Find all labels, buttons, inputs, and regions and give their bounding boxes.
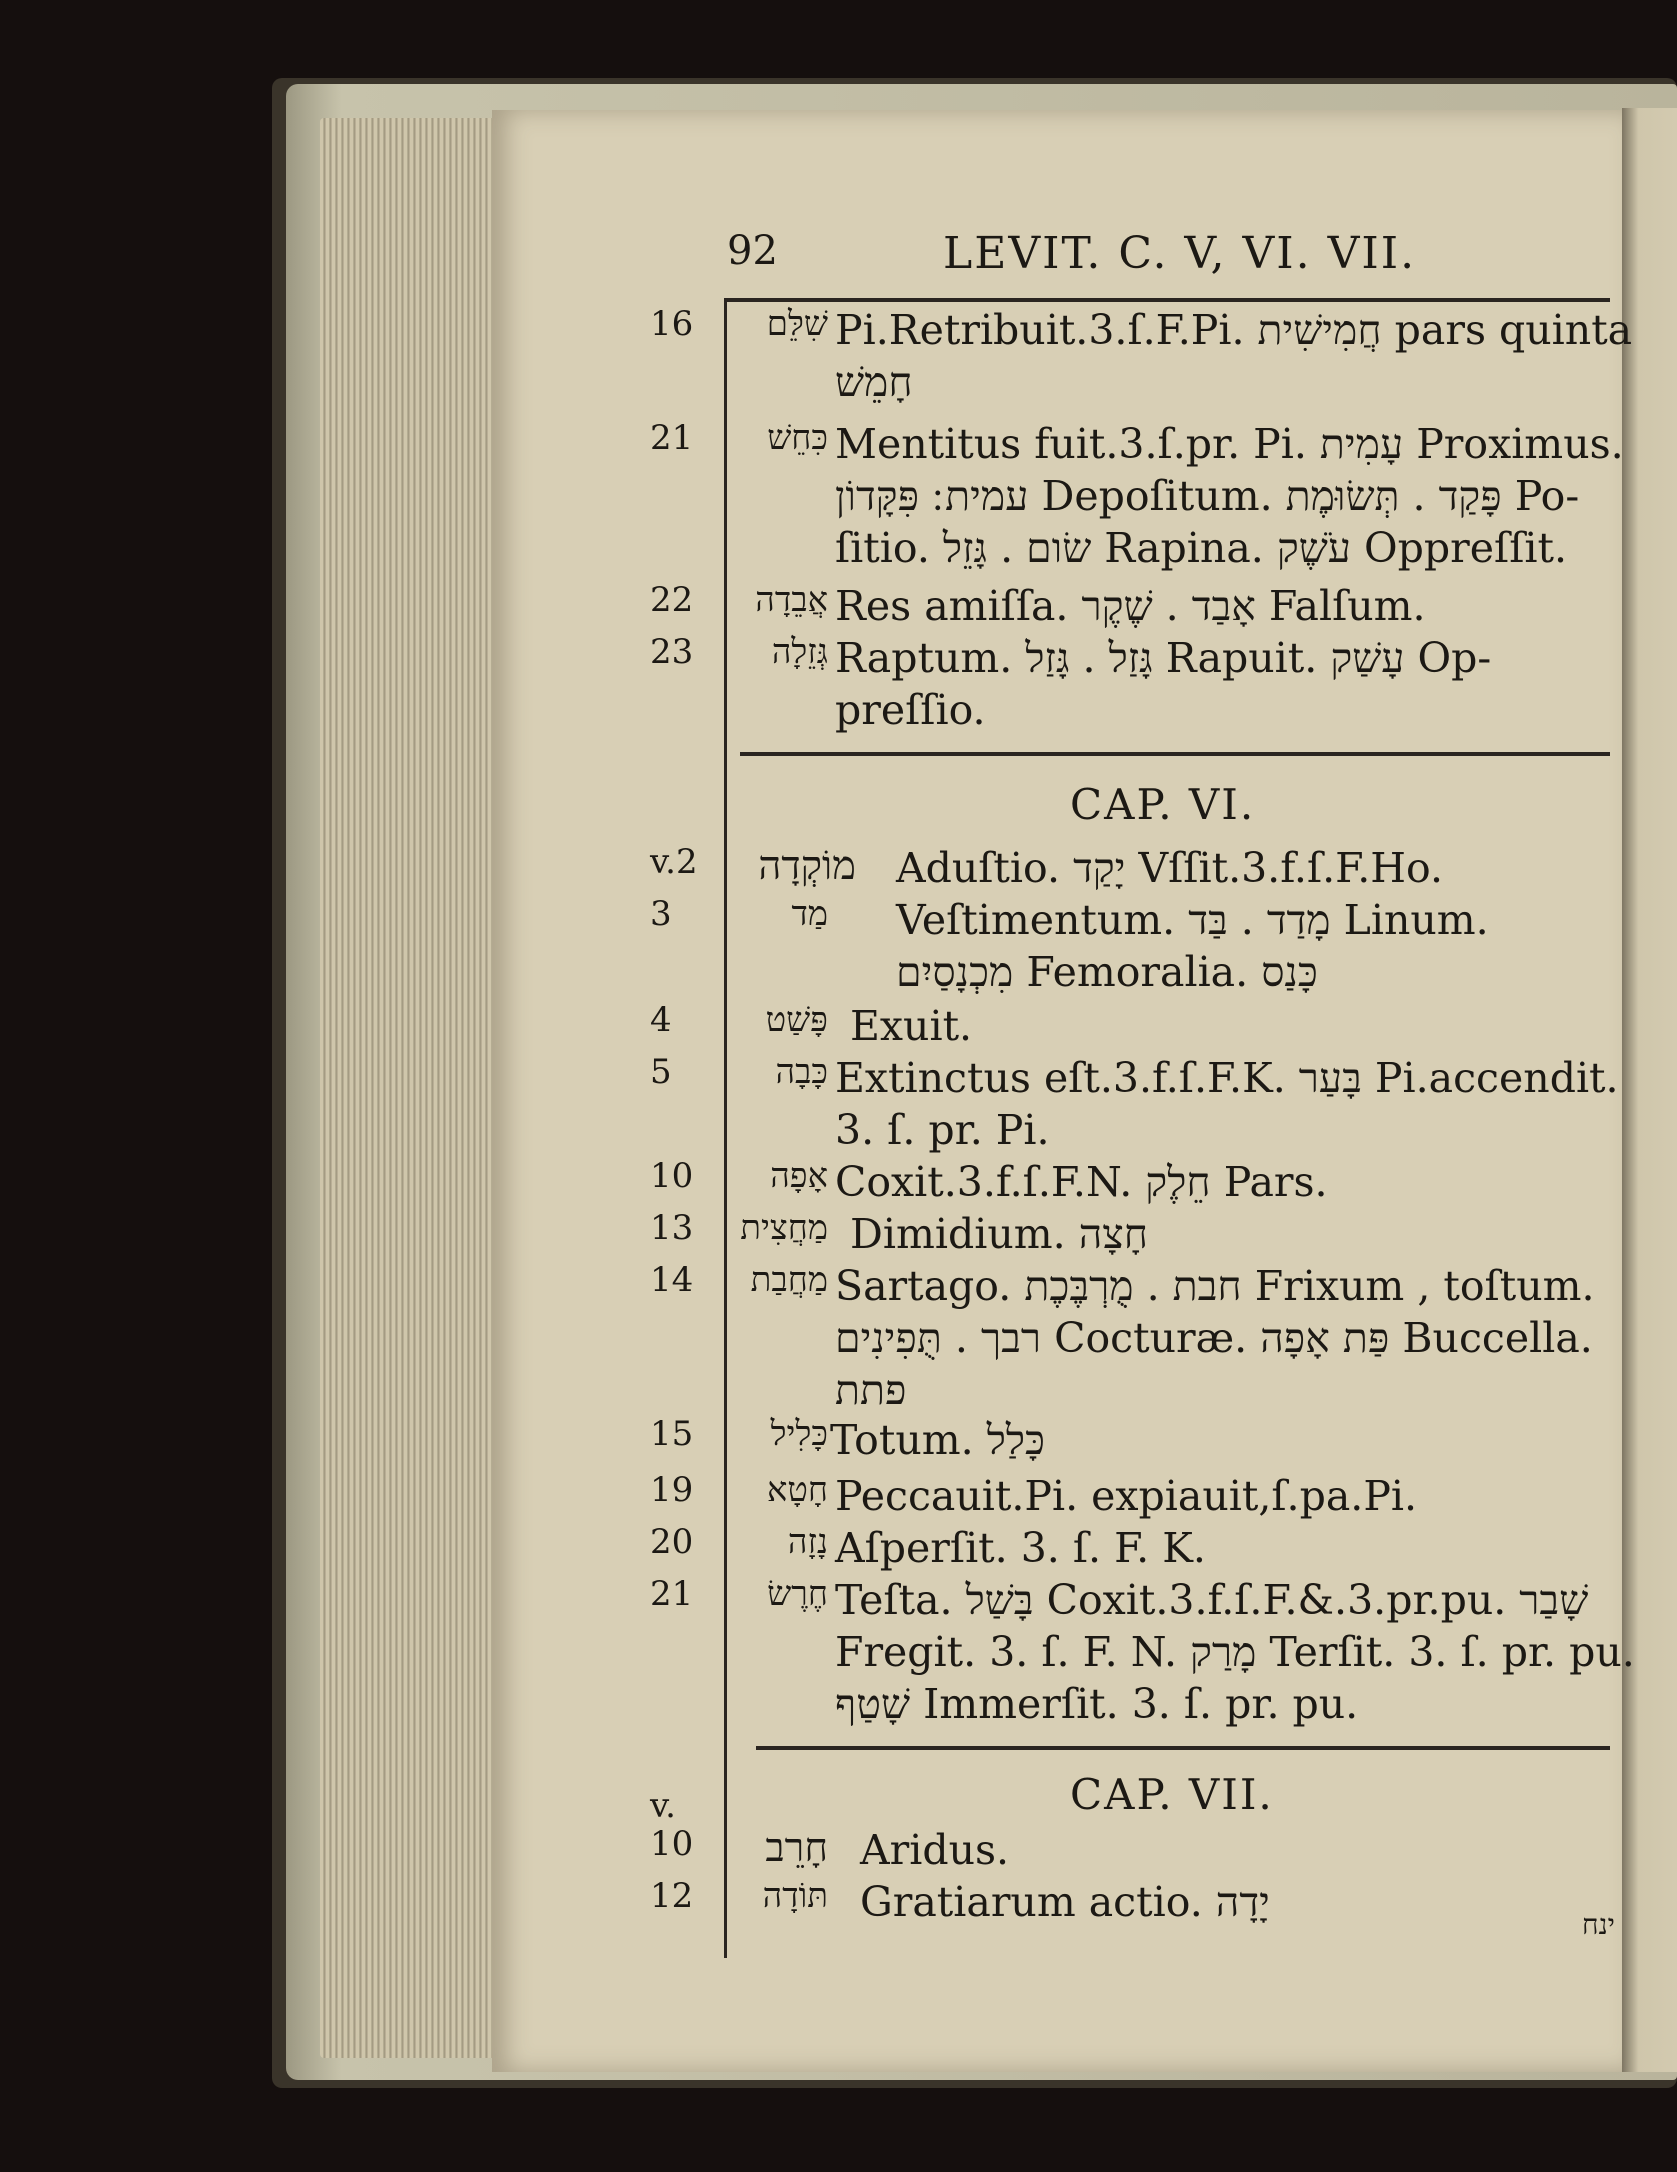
entry-text (835, 580, 1635, 632)
entry-text (835, 1470, 1635, 1522)
entry-text (860, 1876, 1660, 1928)
catchword: ינח (1582, 1908, 1616, 1941)
entry-line: מִכְנָסַיִם Femoralia. כָּנַס (896, 948, 1318, 996)
entry-line: Res amiſſa. אָבַד . שֶׁקֶר Falſum. (835, 582, 1426, 630)
entry-text (860, 1824, 1660, 1876)
entry-text (835, 1052, 1635, 1156)
entry-line: Aſperſit. 3. ſ. F. K. (835, 1524, 1206, 1572)
chapter-rule (756, 1746, 1610, 1750)
entry-line: 3. ſ. pr. Pi. (835, 1106, 1050, 1154)
verse-number: 10 (650, 1824, 694, 1864)
hebrew-headword: פָּשַׁט (765, 1000, 828, 1040)
verse-number: 16 (650, 304, 694, 344)
entry-line: Aridus. (860, 1826, 1010, 1874)
entry-text (835, 632, 1635, 736)
entry-line: עמית ׃ פִּקָּדוֹן Depoſitum. פָּקַד . תְּשׂוּמֶת Po- (835, 472, 1580, 520)
hebrew-headword: מַחֲבַת (750, 1260, 828, 1300)
verse-number: 23 (650, 632, 694, 672)
entry-line: פתת (835, 1366, 907, 1414)
entry-text (896, 842, 1636, 894)
entry-text (835, 418, 1635, 574)
verse-number: 21 (650, 1574, 694, 1614)
verse-number: v.2 (650, 842, 698, 882)
hebrew-headword: חָטָא (766, 1470, 828, 1510)
entry-line: Dimidium. חָצָה (850, 1210, 1149, 1258)
entry-line: Exuit. (850, 1002, 973, 1050)
page-number: 92 (727, 228, 778, 274)
hebrew-headword: תּוֹדָה (762, 1876, 828, 1916)
verse-number: 5 (650, 1052, 672, 1092)
verse-number: 15 (650, 1414, 694, 1454)
entry-text (830, 1414, 1630, 1466)
entry-text (850, 1000, 1650, 1052)
hebrew-headword: מַד (791, 894, 828, 934)
entry-line: Raptum. גָּזַל . גָּזַל Rapuit. עָשַׁק Op- (835, 634, 1492, 682)
verse-number: 20 (650, 1522, 694, 1562)
entry-line: preſſio. (835, 686, 986, 734)
entry-line: שָׁטַף Immerſit. 3. ſ. pr. pu. (835, 1680, 1359, 1728)
column-divider (724, 298, 727, 1958)
entry-line: Extinctus eſt.3.f.ſ.F.K. בָּעַר Pi.accendit. (835, 1054, 1619, 1102)
hebrew-headword: נָזָה (787, 1522, 828, 1562)
entry-line: Pi.Retribuit.3.ſ.F.Pi. חֲמִישִׁית pars quinta (835, 306, 1633, 354)
verse-number: v. (650, 1786, 676, 1826)
hebrew-headword: אֲבֵדָה (755, 580, 828, 620)
entry-text (850, 1208, 1650, 1260)
verse-number: 14 (650, 1260, 694, 1300)
entry-line: Aduſtio. יָקַד Vſſit.3.f.ſ.F.Ho. (896, 844, 1444, 892)
entry-text (835, 1522, 1635, 1574)
entry-line: Veſtimentum. מָדַד . בַּד Linum. (896, 896, 1489, 944)
hebrew-headword: אָפָה (770, 1156, 828, 1196)
entry-line: Gratiarum actio. יָדָה (860, 1878, 1270, 1926)
head-rule (724, 298, 1610, 302)
entry-line: ſitio. שׂום . גָּזֵל Rapina. עֹשֶׁק Oppreſſit. (835, 524, 1567, 572)
hebrew-headword: מוֹקְדָה (758, 843, 856, 889)
verse-number: 19 (650, 1470, 694, 1510)
running-head (727, 228, 1627, 288)
entry-line: Coxit.3.f.ſ.F.N. חֵלֶק Pars. (835, 1158, 1328, 1206)
verse-number: 3 (650, 894, 672, 934)
entry-line: Mentitus fuit.3.ſ.pr. Pi. עָמִית Proximus. (835, 420, 1624, 468)
entry-line: Peccauit.Pi. expiauit,ſ.pa.Pi. (835, 1472, 1418, 1520)
entry-line: Totum. כָּלַל (830, 1416, 1046, 1464)
verse-number: 12 (650, 1876, 694, 1916)
hebrew-headword: מַחֲצִית (740, 1208, 828, 1248)
entry-text (835, 1260, 1635, 1416)
running-head-title: LEVIT. C. V, VI. VII. (943, 228, 1417, 279)
hebrew-headword: כָּלִיל (770, 1414, 828, 1454)
verse-number: 13 (650, 1208, 694, 1248)
hebrew-headword: גְּזֵלָה (771, 632, 828, 672)
entry-text (835, 304, 1635, 408)
chapter-rule (740, 752, 1610, 756)
hebrew-headword: חָרֵב (765, 1825, 828, 1871)
entry-line: רבך . תֻּפִינִים Cocturæ. פַּת אָפָה Buccella. (835, 1314, 1593, 1362)
hebrew-headword: שִׁלֵּם (766, 304, 828, 344)
chapter-title: CAP. VII. (1070, 1770, 1274, 1819)
verse-number: 10 (650, 1156, 694, 1196)
entry-line: Fregit. 3. ſ. F. N. מָרַק Terſit. 3. ſ. pr. pu. (835, 1628, 1635, 1676)
entry-line: חָמֵשׁ (835, 358, 913, 406)
verse-number: 4 (650, 1000, 672, 1040)
hebrew-headword: כִּחֵשׁ (767, 418, 828, 458)
verse-number: 21 (650, 418, 694, 458)
verse-number: 22 (650, 580, 694, 620)
entry-line: Sartago. חבת . מֻרְבֶּכֶת Frixum , toſtum. (835, 1262, 1595, 1310)
entry-text (835, 1574, 1635, 1730)
entry-line: Teſta. בָּשַׁל Coxit.3.f.ſ.F.&.3.pr.pu. שָׁבַר (835, 1576, 1589, 1624)
chapter-title: CAP. VI. (1070, 780, 1256, 829)
entry-text (896, 894, 1636, 998)
page-edges (320, 118, 500, 2058)
hebrew-headword: חֶרֶשׂ (767, 1574, 828, 1614)
hebrew-headword: כָּבָה (775, 1052, 828, 1092)
entry-text (835, 1156, 1635, 1208)
